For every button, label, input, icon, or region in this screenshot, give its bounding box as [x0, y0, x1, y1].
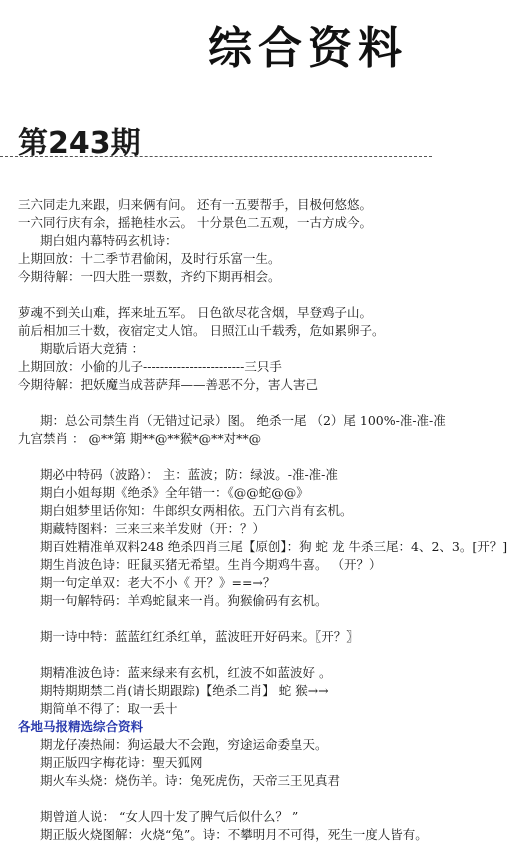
text-line: 期生肖波色诗：旺鼠买猪无希望。生肖今期鸡牛喜。 （开？）: [40, 557, 382, 572]
text-line: 期必中特码（波路）： 主：蓝波；防：绿波。-准-准-准: [40, 467, 338, 482]
text-line: 期：总公司禁生肖（无错过记录）图。 绝杀一尾 （2）尾 100%-准-准-准: [40, 413, 446, 428]
text-line: 期白姐内幕特码玄机诗：: [40, 233, 178, 248]
text-line: 萝魂不到关山难，挥来址五军。 日色欲尽花含烟，早登鸡子山。: [18, 305, 372, 320]
spacer: [18, 610, 518, 628]
text-line: 期曾道人说： “女人四十发了脾气后似什么？ ”: [40, 809, 299, 824]
text-line: 期简单不得了：取一丢十: [40, 701, 178, 716]
text-line: 期一句解特码：羊鸡蛇鼠来一肖。狗猴偷码有玄机。: [40, 593, 328, 608]
text-line: 期精准波色诗：蓝来绿来有玄机，红波不如蓝波好 。: [40, 665, 332, 680]
text-line: 期歇后语大竞猜 ：: [40, 341, 144, 356]
text-line: 上期回放：十二季节君偷闲，及时行乐富一生。: [18, 251, 281, 266]
text-line: 三六同走九来跟，归来俩有问。 还有一五要帮手，目极何悠悠。: [18, 197, 372, 212]
text-line: 期百姓精准单双料248 绝杀四肖三尾【原创】：狗 蛇 龙 牛杀三尾：4、2、3。[开？]: [40, 539, 508, 554]
text-line: 期藏特图料：三来三来羊发财（开：？）: [40, 521, 266, 536]
divider: [0, 156, 432, 157]
page-title: 综合资料: [208, 23, 408, 74]
text-line: 期白姐梦里话你知：牛郎织女两相依。五门六肖有玄机。: [40, 503, 353, 518]
text-line: 期正版四字梅花诗：聖天狐网: [40, 755, 203, 770]
spacer: [18, 286, 518, 304]
text-line: 期火车头烧：烧伤羊。诗：兔死虎伤，天帝三王见真君: [40, 773, 341, 788]
text-line: 期正版火烧图解：火烧“兔”。诗：不攀明月不可得，死生一度人皆有。: [40, 827, 428, 842]
text-line: 期白小姐每期《绝杀》全年错一：《@@蛇@@》: [40, 485, 309, 500]
text-line: 期龙仔凑热闹：狗运最大不会跑，穷途运命委皇天。: [40, 737, 328, 752]
spacer: [18, 646, 518, 664]
issue-number: 第243期: [18, 126, 141, 161]
spacer: [18, 448, 518, 466]
spacer: [18, 790, 518, 808]
document-body: [18, 196, 518, 844]
section-heading: 各地马报精选综合资料: [18, 719, 144, 734]
text-line: 期特期期禁二肖(请长期跟踪)【绝杀二肖】 蛇 猴→→: [40, 683, 329, 698]
text-line: 期一诗中特：蓝蓝红红杀红单，蓝波旺开好码来。〖开？〗: [40, 629, 359, 644]
text-line: 上期回放：小偷的儿子------------------------三只手: [18, 359, 282, 374]
text-line: 今期待解：一四大胜一票数，齐约下期再相会。: [18, 269, 281, 284]
text-line: 一六同行庆有余，摇艳桂水云。 十分景色二五观，一古方成今。: [18, 215, 372, 230]
spacer: [18, 394, 518, 412]
text-line: 今期待解：把妖魔当成菩萨拜——善恶不分，害人害己: [18, 377, 319, 392]
text-line: 九宫禁肖 ： @**第 期**@**猴*@**对**@: [18, 431, 262, 446]
text-line: 前后相加三十数，夜宿定丈人馆。 日照江山千载秀，危如累卵子。: [18, 323, 385, 338]
text-line: 期一句定单双：老大不小《 开？》==→？: [40, 575, 276, 590]
